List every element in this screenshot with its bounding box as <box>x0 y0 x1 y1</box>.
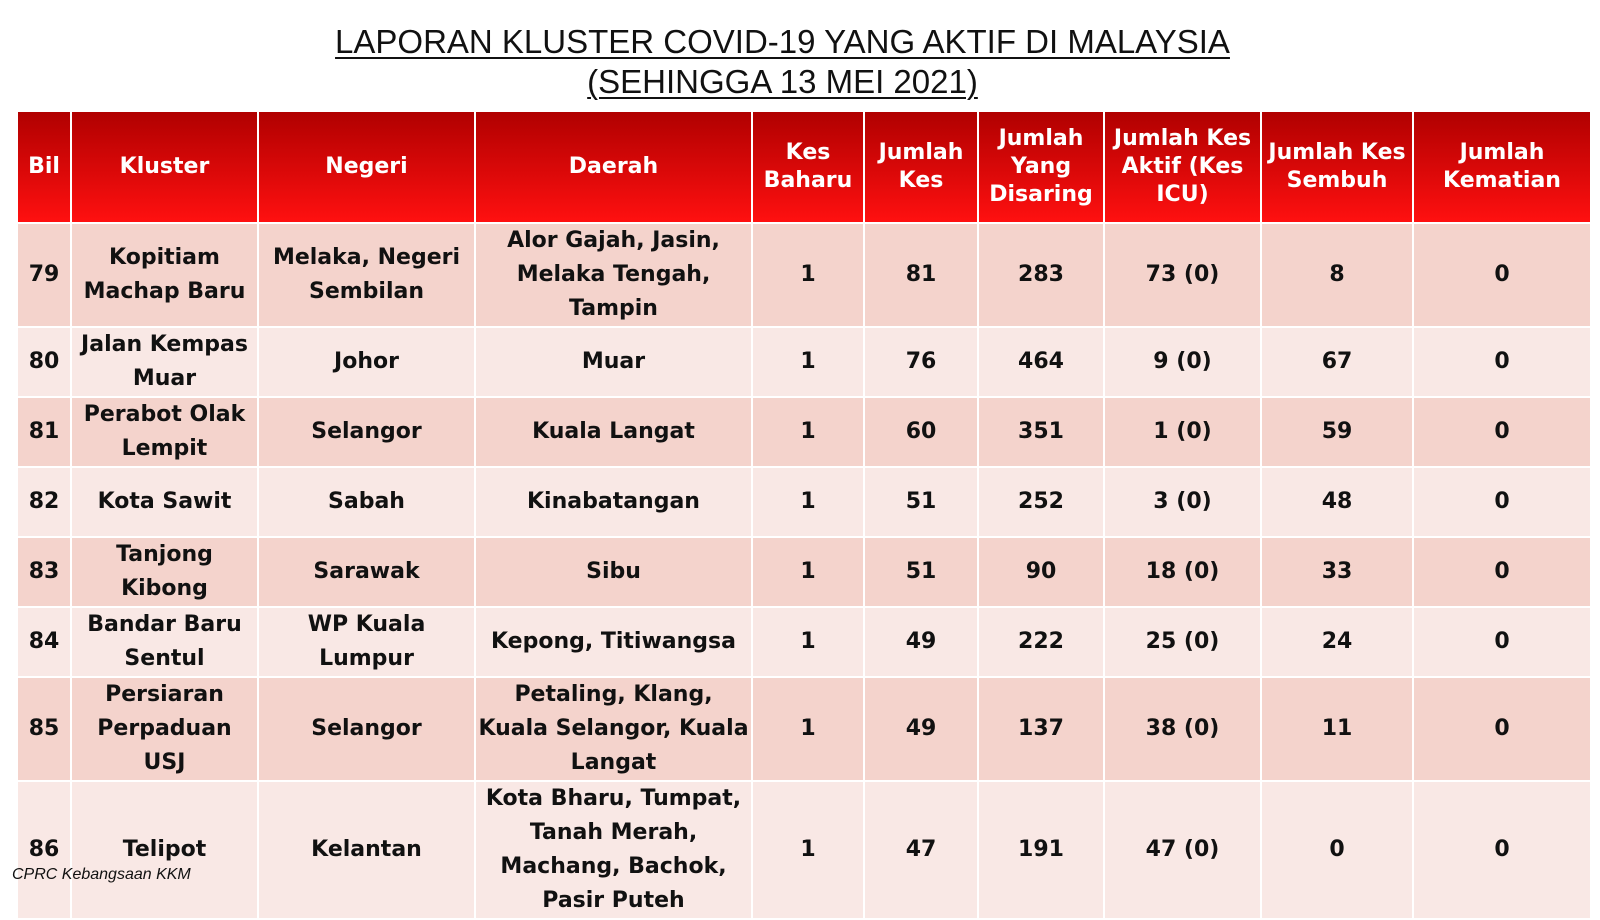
cell-kematian: 0 <box>1414 608 1590 676</box>
cell-negeri: WP Kuala Lumpur <box>259 608 474 676</box>
cell-jumlah-disaring: 252 <box>979 468 1103 536</box>
cell-bil: 82 <box>18 468 70 536</box>
header-bil: Bil <box>18 112 70 222</box>
cell-kes-baharu: 1 <box>753 328 863 396</box>
cell-jumlah-disaring: 191 <box>979 782 1103 918</box>
cell-kes-aktif: 9 (0) <box>1105 328 1260 396</box>
cell-negeri: Melaka, Negeri Sembilan <box>259 224 474 326</box>
cell-bil: 84 <box>18 608 70 676</box>
title-line-1: LAPORAN KLUSTER COVID-19 YANG AKTIF DI MALAYSIA <box>335 23 1230 60</box>
cell-jumlah-disaring: 351 <box>979 398 1103 466</box>
table-row <box>18 608 1590 676</box>
cell-jumlah-disaring: 222 <box>979 608 1103 676</box>
header-kluster: Kluster <box>72 112 257 222</box>
cell-kes-sembuh: 24 <box>1262 608 1412 676</box>
table-row <box>18 782 1590 918</box>
cell-negeri: Sarawak <box>259 538 474 606</box>
cell-kes-sembuh: 0 <box>1262 782 1412 918</box>
cell-kematian: 0 <box>1414 328 1590 396</box>
table-row <box>18 678 1590 780</box>
cell-kluster: Kota Sawit <box>72 468 257 536</box>
cell-kluster: Telipot <box>72 782 257 918</box>
header-kes-aktif: Jumlah Kes Aktif (Kes ICU) <box>1105 112 1260 222</box>
cell-kes-aktif: 18 (0) <box>1105 538 1260 606</box>
cell-kes-aktif: 1 (0) <box>1105 398 1260 466</box>
table-row <box>18 538 1590 606</box>
title-line-2: (SEHINGGA 13 MEI 2021) <box>587 63 978 100</box>
cell-kes-aktif: 25 (0) <box>1105 608 1260 676</box>
cell-kes-aktif: 73 (0) <box>1105 224 1260 326</box>
cell-kes-sembuh: 48 <box>1262 468 1412 536</box>
cell-jumlah-kes: 49 <box>865 678 977 780</box>
cell-jumlah-disaring: 464 <box>979 328 1103 396</box>
cell-jumlah-kes: 49 <box>865 608 977 676</box>
cell-kes-aktif: 47 (0) <box>1105 782 1260 918</box>
cell-jumlah-disaring: 283 <box>979 224 1103 326</box>
cell-kes-baharu: 1 <box>753 608 863 676</box>
cell-daerah: Alor Gajah, Jasin, Melaka Tengah, Tampin <box>476 224 751 326</box>
cell-kematian: 0 <box>1414 538 1590 606</box>
cell-kes-sembuh: 67 <box>1262 328 1412 396</box>
cell-jumlah-disaring: 137 <box>979 678 1103 780</box>
table-row <box>18 398 1590 466</box>
cell-kes-sembuh: 8 <box>1262 224 1412 326</box>
cell-kluster: Persiaran Perpaduan USJ <box>72 678 257 780</box>
header-kes-baharu: Kes Baharu <box>753 112 863 222</box>
cell-negeri: Selangor <box>259 678 474 780</box>
cell-kes-baharu: 1 <box>753 468 863 536</box>
cell-bil: 83 <box>18 538 70 606</box>
cell-bil: 81 <box>18 398 70 466</box>
cell-kematian: 0 <box>1414 782 1590 918</box>
cell-jumlah-kes: 47 <box>865 782 977 918</box>
cell-kes-aktif: 38 (0) <box>1105 678 1260 780</box>
table-header-row <box>18 112 1590 222</box>
cell-jumlah-kes: 60 <box>865 398 977 466</box>
cluster-table <box>16 110 1592 920</box>
cell-daerah: Kinabatangan <box>476 468 751 536</box>
table-row <box>18 468 1590 536</box>
cell-kes-aktif: 3 (0) <box>1105 468 1260 536</box>
cell-daerah: Kuala Langat <box>476 398 751 466</box>
cell-kematian: 0 <box>1414 224 1590 326</box>
header-negeri: Negeri <box>259 112 474 222</box>
header-jumlah-disaring: Jumlah Yang Disaring <box>979 112 1103 222</box>
cell-kes-baharu: 1 <box>753 224 863 326</box>
cell-kes-sembuh: 11 <box>1262 678 1412 780</box>
table-row <box>18 224 1590 326</box>
cell-daerah: Kota Bharu, Tumpat, Tanah Merah, Machang, Bachok, Pasir Puteh <box>476 782 751 918</box>
header-kes-sembuh: Jumlah Kes Sembuh <box>1262 112 1412 222</box>
cell-negeri: Johor <box>259 328 474 396</box>
cell-jumlah-kes: 81 <box>865 224 977 326</box>
table-row <box>18 328 1590 396</box>
cell-kematian: 0 <box>1414 678 1590 780</box>
header-jumlah-kes: Jumlah Kes <box>865 112 977 222</box>
cell-bil: 79 <box>18 224 70 326</box>
cell-jumlah-disaring: 90 <box>979 538 1103 606</box>
source-footer: CPRC Kebangsaan KKM <box>12 866 191 883</box>
cell-jumlah-kes: 51 <box>865 468 977 536</box>
cell-kes-sembuh: 33 <box>1262 538 1412 606</box>
cell-jumlah-kes: 51 <box>865 538 977 606</box>
cell-negeri: Selangor <box>259 398 474 466</box>
report-title <box>0 22 1565 102</box>
cell-kluster: Perabot Olak Lempit <box>72 398 257 466</box>
header-daerah: Daerah <box>476 112 751 222</box>
cell-kluster: Tanjong Kibong <box>72 538 257 606</box>
header-kematian: Jumlah Kematian <box>1414 112 1590 222</box>
cell-bil: 85 <box>18 678 70 780</box>
cell-bil: 80 <box>18 328 70 396</box>
cell-kes-baharu: 1 <box>753 678 863 780</box>
cell-negeri: Kelantan <box>259 782 474 918</box>
cell-kes-baharu: 1 <box>753 398 863 466</box>
cell-daerah: Petaling, Klang, Kuala Selangor, Kuala Langat <box>476 678 751 780</box>
cell-kes-baharu: 1 <box>753 538 863 606</box>
cell-kluster: Jalan Kempas Muar <box>72 328 257 396</box>
cell-kluster: Bandar Baru Sentul <box>72 608 257 676</box>
cell-kluster: Kopitiam Machap Baru <box>72 224 257 326</box>
cell-daerah: Sibu <box>476 538 751 606</box>
cell-daerah: Muar <box>476 328 751 396</box>
cell-jumlah-kes: 76 <box>865 328 977 396</box>
cell-kes-baharu: 1 <box>753 782 863 918</box>
cell-bil: 86 <box>18 782 70 918</box>
cell-kematian: 0 <box>1414 468 1590 536</box>
cell-kematian: 0 <box>1414 398 1590 466</box>
cell-kes-sembuh: 59 <box>1262 398 1412 466</box>
cell-daerah: Kepong, Titiwangsa <box>476 608 751 676</box>
cell-negeri: Sabah <box>259 468 474 536</box>
